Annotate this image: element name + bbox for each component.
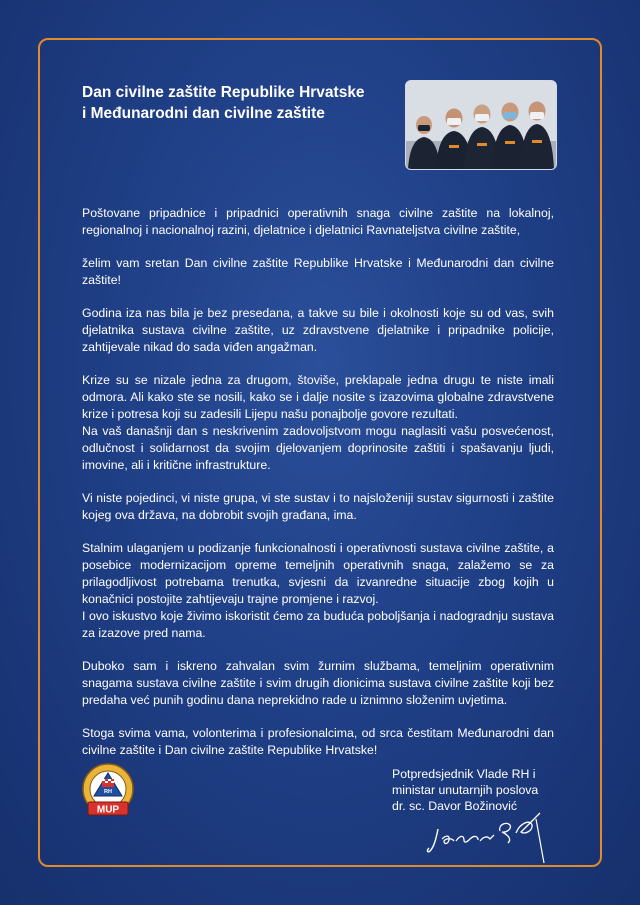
handwritten-signature (420, 805, 555, 865)
paragraph-experience: I ovo iskustvo koje živimo iskoristit ćemo za buduća poboljšanja i nadogradnju sustava za izazove pred nama. (82, 609, 554, 640)
mup-logo (79, 762, 137, 820)
page-title (82, 82, 402, 124)
signer-title-line2: ministar unutarnjih poslova (392, 783, 539, 797)
paragraph-crises: Krize su se nizale jedna za drugom, štoviše, preklapale jedna drugu te niste imali odmora. Ali kako ste se nosili, kako se i dalje nosite s izazovima globalne zdravstvene krize i potresa koji su zadesili Lijepu našu ponajbolje govore rezultati. (82, 373, 554, 421)
mup-emblem-icon (79, 762, 137, 820)
logo-badge-text: RH (104, 789, 112, 795)
paragraph-wish: želim vam sretan Dan civilne zaštite Republike Hrvatske i Međunarodni dan civilne zaštite! (82, 256, 554, 287)
paragraph-investment: Stalnim ulaganjem u podizanje funkcionalnosti i operativnosti sustava civilne zaštite, a posebice modernizacijom opreme temeljnih operativnih snaga, zalažemo se za prilagodljivost potrebama trenutka, svjesni da izvanredne situacije zbog kojih u konačnici postojite zahtijevaju trajne promjene i razvoj. (82, 541, 554, 606)
title-line-2: i Međunarodni dan civilne zaštite (82, 105, 325, 122)
paragraph-greeting: Poštovane pripadnice i pripadnici operativnih snaga civilne zaštite na lokalnoj, regionalnoj i nacionalnoj razini, djelatnice i djelatnici Ravnateljstva civilne zaštite, (82, 206, 554, 237)
team-photo (405, 80, 557, 170)
paragraph-year: Godina iza nas bila je bez presedana, a takve su bile i okolnosti koje su od vas, svih djelatnika sustava civilne zaštite, uz zdravstvene djelatnike i pripadnike policije, zahtijevale nikad do sada viđen angažman. (82, 306, 554, 354)
signer-title-line1: Potpredsjednik Vlade RH i (392, 767, 536, 781)
title-line-1: Dan civilne zaštite Republike Hrvatske (82, 84, 365, 101)
paragraph-dedication: Na vaš današnji dan s neskrivenim zadovoljstvom mogu naglasiti vašu posvećenost, odlučnost i solidarnost da svojim djelovanjem doprinosite zaštiti i spašavanju ljudi, imovine, ali i kritične infrastrukture. (82, 424, 554, 472)
signer-name: dr. sc. Davor Božinović (392, 799, 518, 813)
logo-banner-text: MUP (96, 804, 120, 816)
team-photo-illustration (406, 81, 556, 169)
paragraph-gratitude: Duboko sam i iskreno zahvalan svim žurnim službama, temeljnim operativnim snagama sustava civilne zaštite i svim drugih dionicima sustava civilne zaštite koji bez predaha već punih godinu dana neprekidno rade u iznimno složenim uvjetima. (82, 659, 554, 707)
letter-body (82, 205, 554, 775)
paragraph-system: Vi niste pojedinci, vi niste grupa, vi ste sustav i to najsloženiji sustav sigurnosti i zaštite kojeg ova država, na dobrobit svojih građana, ima. (82, 491, 554, 522)
paragraph-congratulations: Stoga svima vama, volonterima i profesionalcima, od srca čestitam Međunarodni dan civilne zaštite i Dan civilne zaštite Republike Hrvatske! (82, 726, 554, 757)
